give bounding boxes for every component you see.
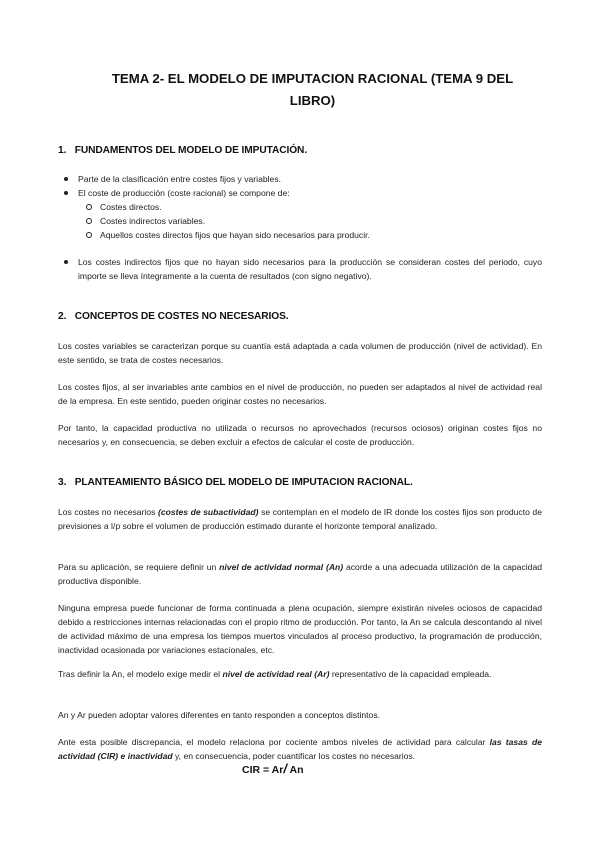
section-heading-2 <box>58 311 289 322</box>
bullet-item: Parte de la clasificación entre costes fijos y variables. <box>78 172 542 186</box>
paragraph <box>58 735 542 763</box>
emphasis-text: las tasas de actividad (CIR) e inactividad <box>58 737 542 761</box>
formula-slash: / <box>283 761 287 776</box>
text-run: acorde a una adecuada utilización de la capacidad productiva disponible. <box>58 562 543 586</box>
text-run: Tras definir la An, el modelo exige medir el <box>58 669 223 679</box>
paragraph <box>58 667 542 681</box>
emphasis-text: (costes de subactividad) <box>157 507 259 517</box>
document-title <box>90 68 535 112</box>
bullet-item: El coste de producción (coste racional) se compone de: <box>78 186 542 200</box>
text-run: Para su aplicación, se requiere definir un <box>58 562 220 572</box>
text-run: Ante esta posible discrepancia, el modelo relaciona por cociente ambos niveles de actividad para calcular <box>58 737 490 747</box>
paragraph <box>58 505 542 533</box>
paragraph: An y Ar pueden adoptar valores diferentes en tanto responden a conceptos distintos. <box>58 710 381 720</box>
paragraph: Los costes variables se caracterizan porque su cuantía está adaptada a cada volumen de producción (nivel de actividad). En este sentido, se trata de costes necesarios. <box>58 341 542 365</box>
section-heading-1 <box>58 145 307 156</box>
section-title: FUNDAMENTOS DEL MODELO DE IMPUTACIÓN. <box>74 145 308 156</box>
emphasis-text: nivel de actividad real (Ar) <box>222 669 330 679</box>
section-number: 3. <box>58 477 67 488</box>
text-run: Los costes no necesarios <box>58 507 158 517</box>
sub-bullet-item: Costes indirectos variables. <box>100 214 540 228</box>
formula-left: CIR = Ar <box>242 764 284 776</box>
paragraph: Ninguna empresa puede funcionar de forma continuada a plena ocupación, siempre existirán niveles ociosos de capacidad debido a restricciones internas relacionadas con el propio ritmo de producción. Por tanto, la An se calcula descontando al nivel de actividad máximo de una empresa los tiempos muertos vinculados al proceso productivo, la programación de producción, inactividad ocasionada por variaciones estacionales, etc. <box>58 603 542 655</box>
paragraph <box>58 560 542 588</box>
sub-bullet-item: Costes directos. <box>100 200 540 214</box>
text-run: se contemplan en el modelo de IR donde los costes fijos son producto de previsiones a l/p sobre el volumen de producción estimado durante el horizonte temporal analizado. <box>58 507 542 531</box>
bullet-item: Los costes indirectos fijos que no hayan sido necesarios para la producción se consideran costes del periodo, cuyo importe se lleva íntegramente a la cuenta de resultados (con signo negativo). <box>78 257 542 281</box>
paragraph: Los costes fijos, al ser invariables ante cambios en el nivel de producción, no pueden ser adaptados al nivel de actividad real de la empresa. En este sentido, pueden originar costes no necesarios. <box>58 382 542 406</box>
text-run: y, en consecuencia, poder cuantificar los costes no necesarios. <box>172 751 416 761</box>
section-title: PLANTEAMIENTO BÁSICO DEL MODELO DE IMPUTACION RACIONAL. <box>74 477 413 488</box>
title-line-1: TEMA 2- EL MODELO DE IMPUTACION RACIONAL (TEMA 9 DEL <box>111 71 514 86</box>
text-run: representativo de la capacidad empleada. <box>329 669 492 679</box>
formula-right: An <box>286 764 304 776</box>
sub-bullet-item: Aquellos costes directos fijos que hayan sido necesarios para producir. <box>100 228 540 242</box>
emphasis-text: nivel de actividad normal (An) <box>219 562 344 572</box>
title-line-2: LIBRO) <box>289 93 336 108</box>
section-number: 2. <box>58 311 67 322</box>
paragraph: Por tanto, la capacidad productiva no utilizada o recursos no aprovechados (recursos ociosos) originan costes fijos no necesarios y, en consecuencia, se deben excluir a efectos de calcular el coste de producción. <box>58 423 542 447</box>
section-heading-3 <box>58 477 413 488</box>
section-title: CONCEPTOS DE COSTES NO NECESARIOS. <box>74 311 289 322</box>
section-number: 1. <box>58 145 67 156</box>
formula <box>242 761 304 776</box>
